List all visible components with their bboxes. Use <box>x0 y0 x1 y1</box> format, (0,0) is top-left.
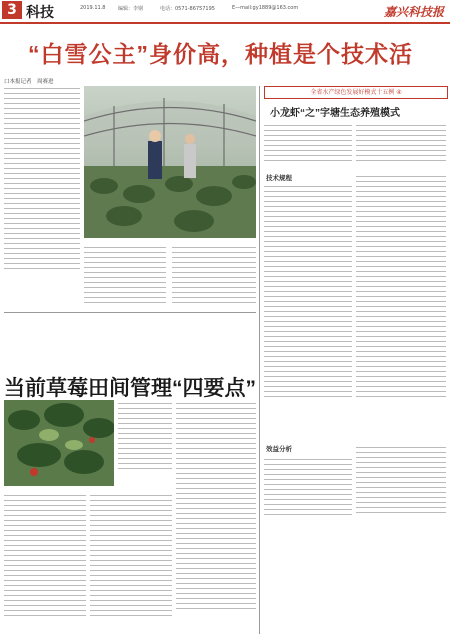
page-number: 3 <box>2 1 22 19</box>
column-divider <box>259 86 260 634</box>
masthead-editor: 编辑：李钢 <box>118 6 144 12</box>
sidebar-text-5 <box>264 456 352 522</box>
greenhouse-photo <box>84 86 256 238</box>
sidebar-text-1 <box>264 122 352 166</box>
sidebar-text-3 <box>264 183 352 433</box>
article2-headline: 当前草莓田间管理“四要点” <box>4 377 256 400</box>
article-separator <box>4 312 256 313</box>
section-title: 科技 <box>26 5 54 21</box>
strawberry-photo-image <box>4 400 114 486</box>
sidebar-text-4 <box>356 173 446 433</box>
article1-text-mid <box>84 244 166 308</box>
article2-text-right-photo <box>118 400 172 486</box>
article1-byline: 口本报记者 周赛进 <box>4 79 54 85</box>
article1-text-right <box>172 244 256 308</box>
article2-text-col3 <box>176 400 256 634</box>
masthead-phone: 电话：0571-86757195 <box>160 6 215 12</box>
article2-text-col1 <box>4 492 86 634</box>
sidebar-subhead-technique: 技术规程 <box>266 174 292 182</box>
masthead-email: E—mail:gy1889@163.com <box>232 5 299 11</box>
greenhouse-photo-image <box>84 86 256 238</box>
sidebar-headline: 小龙虾“之”字塘生态养殖模式 <box>270 108 400 119</box>
article1-headline: “白雪公主”身价高，种植是个技术活 <box>28 41 413 67</box>
newspaper-logo: 嘉兴科技报 <box>383 5 444 19</box>
sidebar-subhead-benefit: 效益分析 <box>266 445 292 453</box>
sidebar-series-header: 全省水产绿色发展好模式十五例 ④ <box>264 86 448 99</box>
sidebar-text-2 <box>356 122 446 166</box>
strawberry-photo <box>4 400 114 486</box>
sidebar-text-6 <box>356 444 446 522</box>
masthead-date: 2019.11.8 <box>80 5 106 11</box>
article2-text-col2 <box>90 492 172 634</box>
masthead <box>0 0 450 24</box>
article1-text-left <box>4 86 80 308</box>
